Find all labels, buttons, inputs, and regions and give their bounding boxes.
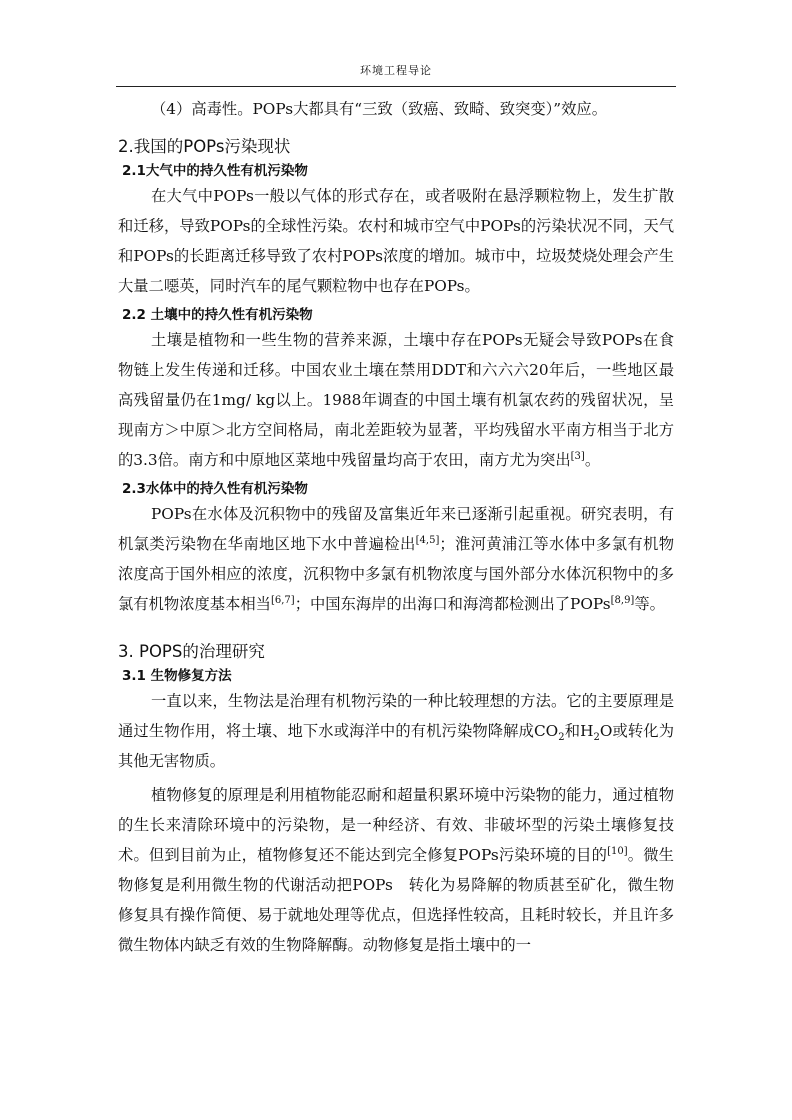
section-heading-2: 2.我国的POPs污染现状 xyxy=(118,137,291,156)
paragraph-2-3-text-a: POPs在水体及沉积物中的残留及富集近年来已逐渐引起重视。研究表明，有机氯类污染物在华南地区地下水中普遍检出 xyxy=(118,505,674,553)
citation-6-7: [6,7] xyxy=(270,594,295,606)
paragraph-2-2 xyxy=(118,325,674,475)
subsection-heading-3-1: 3.1 生物修复方法 xyxy=(122,668,232,684)
citation-4-5: [4,5] xyxy=(415,534,440,546)
citation-10: [10] xyxy=(607,845,628,857)
running-header: 环境工程导论 xyxy=(360,64,432,77)
document-body xyxy=(118,94,674,960)
paragraph-2-2-end: 。 xyxy=(584,451,601,469)
paragraph-3-1-2 xyxy=(118,780,674,960)
paragraph-3-1 xyxy=(118,686,674,776)
paragraph-3-1-text-c: O或转化为其他无害物质。 xyxy=(118,722,674,770)
paragraph-2-3-text-b: ；淮河黄浦江等水体中多氯有机物浓度高于国外相应的浓度，沉积物中多氯有机物浓度与国外部分水体沉积物中的多氯有机物浓度基本相当 xyxy=(118,535,674,613)
paragraph-3-1-text-b: 和H xyxy=(564,722,594,740)
paragraph-2-1: 在大气中POPs一般以气体的形式存在，或者吸附在悬浮颗粒物上，发生扩散和迁移，导致POPs的全球性污染。农村和城市空气中POPs的污染状况不同，天气和POPs的长距离迁移导致了农村POPs浓度的增加。城市中，垃圾焚烧处理会产生大量二噁英，同时汽车的尾气颗粒物中也存在POPs。 xyxy=(118,187,674,295)
subscript-co2: 2 xyxy=(558,732,565,744)
subscript-h2o: 2 xyxy=(593,732,600,744)
subsection-heading-2-1: 2.1大气中的持久性有机污染物 xyxy=(122,163,308,179)
paragraph-3-1-2-text-b: 。微生物修复是利用微生物的代谢活动把POPs 转化为易降解的物质甚至矿化，微生物修复具有操作简便、易于就地处理等优点，但选择性较高，且耗时较长，并且许多微生物体内缺乏有效的生物降解酶。动物修复是指土壤中的一 xyxy=(118,846,674,954)
subsection-heading-2-2: 2.2 土壤中的持久性有机污染物 xyxy=(122,307,313,323)
citation-8-9: [8,9] xyxy=(610,594,635,606)
intro-item-4: （4）高毒性。POPs大都具有“三致（致癌、致畸、致突变）”效应。 xyxy=(151,100,608,118)
paragraph-2-3-text-d: 等。 xyxy=(634,595,665,613)
subsection-heading-2-3: 2.3水体中的持久性有机污染物 xyxy=(122,481,308,497)
paragraph-2-3-text-c: ；中国东海岸的出海口和海湾都检测出了POPs xyxy=(294,595,611,613)
paragraph-2-2-text: 土壤是植物和一些生物的营养来源，土壤中存在POPs无疑会导致POPs在食物链上发生传递和迁移。中国农业土壤在禁用DDT和六六六20年后，一些地区最高残留量仍在1mg/ kg以上。1988年调查的中国土壤有机氯农药的残留状况，呈现南方＞中原＞北方空间格局，南北差距较为显著，平均残留水平南方相当于北方的3.3倍。南方和中原地区菜地中残留量均高于农田，南方尤为突出 xyxy=(118,331,674,469)
paragraph-3-1-text-a: 一直以来，生物法是治理有机物污染的一种比较理想的方法。它的主要原理是通过生物作用，将土壤、地下水或海洋中的有机污染物降解成CO xyxy=(118,692,674,740)
header-rule xyxy=(116,86,676,87)
section-heading-3: 3. POPS的治理研究 xyxy=(118,642,265,661)
citation-3: [3] xyxy=(570,450,585,462)
paragraph-3-1-2-text-a: 植物修复的原理是利用植物能忍耐和超量积累环境中污染物的能力，通过植物的生长来清除环境中的污染物，是一种经济、有效、非破坏型的污染土壤修复技术。但到目前为止，植物修复还不能达到完全修复POPs污染环境的目的 xyxy=(118,786,674,864)
paragraph-2-3 xyxy=(118,499,674,619)
